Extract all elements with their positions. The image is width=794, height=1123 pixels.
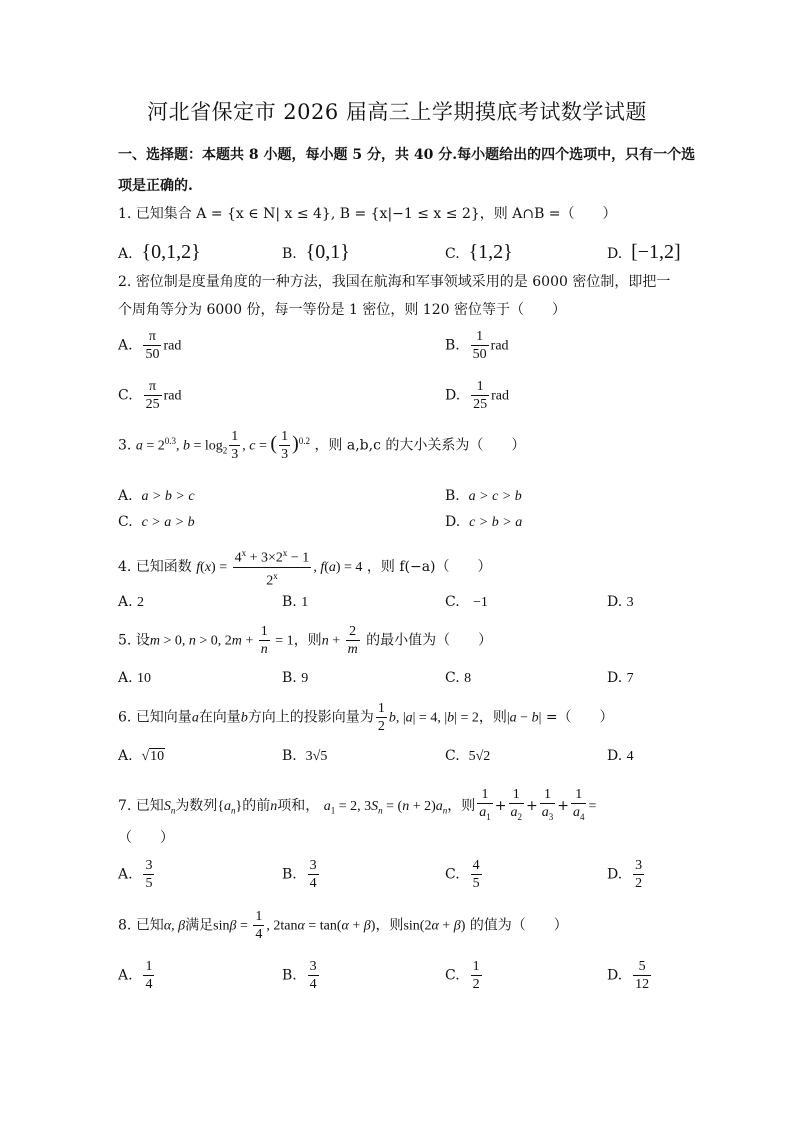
- q8-option-b[interactable]: B. $\frac{3}{4}$: [282, 959, 317, 992]
- q3-option-c[interactable]: C. c > a > b: [118, 514, 195, 530]
- question-4: 4. 已知函数 f(x) = $\frac{4^x + 3\times 2^x - 1}{2^x}$ , f(a) = 4 ，则 f(−a)（ ）: [118, 545, 492, 589]
- q6-option-b[interactable]: B. 3√5: [282, 748, 328, 764]
- q4-option-a[interactable]: A. 2: [118, 594, 145, 610]
- section-heading-line1: 一、选择题：本题共 8 小题，每小题 5 分，共 40 分.每小题给出的四个选项中，只有一个选: [118, 147, 696, 163]
- question-6-text: =（ ）: [545, 709, 614, 726]
- q2-option-c[interactable]: C. $\frac{\pi}{25}$ rad: [118, 379, 182, 412]
- q2-option-a[interactable]: A. $\frac{\pi}{50}$ rad: [118, 329, 182, 362]
- q4-option-d[interactable]: D. 3: [607, 594, 634, 610]
- question-8: 8. 已知α, β满足sinβ = $\frac{1}{4}$ , 2tanα = tan(α + β)，则sin(2α + β) 的值为（ ）: [118, 909, 568, 942]
- question-5: 5. 设m > 0, n > 0, 2m + $\frac{1}{n}$ = 1，则n + $\frac{2}{m}$ 的最小值为（ ）: [118, 624, 493, 657]
- q1-option-d[interactable]: D. [−1,2]: [607, 241, 681, 263]
- question-3-text: ，则 a,b,c 的大小关系为（ ）: [314, 437, 526, 454]
- q1-option-c[interactable]: C. {1,2}: [445, 241, 513, 263]
- q6-option-d[interactable]: D. 4: [607, 748, 634, 764]
- q3-option-a[interactable]: A. a > b > c: [118, 488, 195, 504]
- q7-option-c[interactable]: C. $\frac{4}{5}$: [445, 858, 480, 891]
- question-1-text: 已知集合 A = {x ∈ N| x ≤ 4}, B = {x|−1 ≤ x ≤ 2}，则 A∩B =（ ）: [135, 206, 617, 222]
- question-1: 1. 已知集合 A = {x ∈ N| x ≤ 4}, B = {x|−1 ≤ x ≤ 2}，则 A∩B =（ ）: [118, 206, 617, 222]
- q6-option-c[interactable]: C. 5√2: [445, 748, 491, 764]
- question-2-text-line2: 个周角等分为 6000 份，每一等份是 1 密位，则 120 密位等于（ ）: [118, 302, 566, 318]
- question-2: 2. 密位制是度量角度的一种方法，我国在航海和军事领域采用的是 6000 密位制，即把一: [118, 274, 671, 290]
- q6-option-a[interactable]: A. √10: [118, 748, 165, 764]
- question-2-text-line1: 密位制是度量角度的一种方法，我国在航海和军事领域采用的是 6000 密位制，即把一: [135, 274, 671, 290]
- q8-option-c[interactable]: C. $\frac{1}{2}$: [445, 959, 480, 992]
- q3-option-d[interactable]: D. c > b > a: [445, 514, 523, 530]
- q7-option-b[interactable]: B. $\frac{3}{4}$: [282, 858, 317, 891]
- q1-option-b[interactable]: B. {0,1}: [282, 241, 350, 263]
- q1-option-a[interactable]: A. {0,1,2}: [118, 241, 201, 263]
- q2-option-b[interactable]: B. $\frac{1}{50}$ rad: [445, 329, 509, 362]
- q5-option-d[interactable]: D. 7: [607, 670, 634, 686]
- q5-option-c[interactable]: C. 8: [445, 670, 472, 686]
- question-7: 7. 已知$S_n$为数列$\{a_n\}$的前n项和， $a_1 = 2$, $3S_n = (n + 2)a_n$，则 $\frac{1}{a_1}$ + $\frac{1}{a_2}$ + $\frac{1}{a_3}$ + $\frac{1}{a_4}$ =: [118, 787, 597, 822]
- q3-option-b[interactable]: B. a > c > b: [445, 488, 522, 504]
- q4-option-c[interactable]: C. −1: [445, 594, 488, 610]
- q8-option-d[interactable]: D. $\frac{5}{12}$: [607, 959, 650, 992]
- section-heading-line2: 项是正确的.: [118, 178, 193, 194]
- page-title: 河北省保定市 2026 届高三上学期摸底考试数学试题: [147, 100, 647, 124]
- question-5-text: 的最小值为（ ）: [366, 632, 493, 649]
- q7-option-d[interactable]: D. $\frac{3}{2}$: [607, 858, 643, 891]
- question-8-text: 的值为（ ）: [469, 917, 568, 934]
- question-4-text: ，则 f(−a)（ ）: [366, 559, 492, 576]
- q4-option-b[interactable]: B. 1: [282, 594, 309, 610]
- q5-option-b[interactable]: B. 9: [282, 670, 309, 686]
- question-7-paren: （ ）: [118, 830, 174, 846]
- q8-option-a[interactable]: A. $\frac{1}{4}$: [118, 959, 153, 992]
- q2-option-d[interactable]: D. $\frac{1}{25}$ rad: [445, 379, 509, 412]
- question-3: 3. $a = 2^{0.3}$, $b = \log_2$ $\frac{1}{3}$ , c = ( $\frac{1}{3}$ )$^{0.2}$ ，则 a,b,c 的大小关系为（ ）: [118, 429, 526, 462]
- question-6: 6. 已知向量a在向量b方向上的投影向量为 $\frac{1}{2}$ b, |a| = 4, |b| = 2，则|a − b| =（ ）: [118, 701, 614, 734]
- q7-option-a[interactable]: A. $\frac{3}{5}$: [118, 858, 153, 891]
- q5-option-a[interactable]: A. 10: [118, 670, 152, 686]
